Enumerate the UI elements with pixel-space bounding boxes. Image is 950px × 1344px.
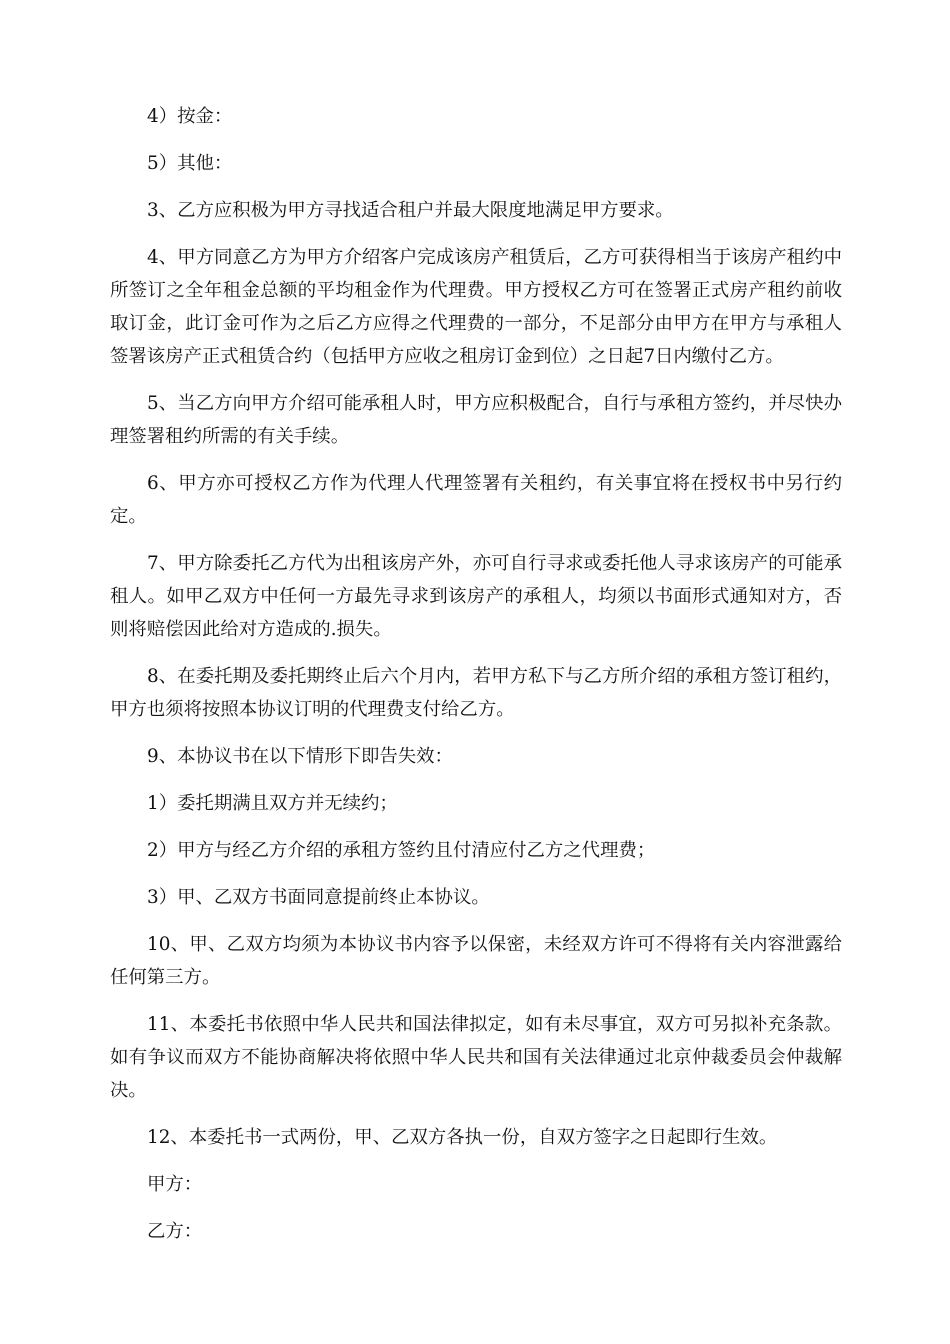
clause-11: 11、本委托书依照中华人民共和国法律拟定，如有未尽事宜，双方可另拟补充条款。如有争议而双方不能协商解决将依照中华人民共和国有关法律通过北京仲裁委员会仲裁解决。 <box>110 1014 842 1101</box>
document-page <box>110 100 842 1262</box>
clause-10: 10、甲、乙双方均须为本协议书内容予以保密，未经双方许可不得将有关内容泄露给任何第三方。 <box>110 934 842 988</box>
clause-9: 9、本协议书在以下情形下即告失效： <box>147 746 453 767</box>
clause-7: 7、甲方除委托乙方代为出租该房产外，亦可自行寻求或委托他人寻求该房产的可能承租人。如甲乙双方中任何一方最先寻求到该房产的承租人，均须以书面形式通知对方，否则将赔偿因此给对方造成的.损失。 <box>110 553 842 640</box>
clause-5: 5、当乙方向甲方介绍可能承租人时，甲方应积极配合，自行与承租方签约，并尽快办理签署租约所需的有关手续。 <box>110 393 842 447</box>
clause-12: 12、本委托书一式两份，甲、乙双方各执一份，自双方签字之日起即行生效。 <box>147 1127 778 1148</box>
clause-9-item-3: 3）甲、乙双方书面同意提前终止本协议。 <box>147 887 490 908</box>
clause-deposit: 4）按金： <box>147 106 233 127</box>
clause-8: 8、在委托期及委托期终止后六个月内，若甲方私下与乙方所介绍的承租方签订租约，甲方也须将按照本协议订明的代理费支付给乙方。 <box>110 666 842 720</box>
party-a-signature-line: 甲方： <box>147 1174 203 1195</box>
clause-other: 5）其他： <box>147 153 233 174</box>
clause-9-item-2: 2）甲方与经乙方介绍的承租方签约且付清应付乙方之代理费； <box>147 840 656 861</box>
clause-3: 3、乙方应积极为甲方寻找适合租户并最大限度地满足甲方要求。 <box>147 200 674 221</box>
clause-9-item-1: 1）委托期满且双方并无续约； <box>147 793 398 814</box>
clause-4: 4、甲方同意乙方为甲方介绍客户完成该房产租赁后，乙方可获得相当于该房产租约中所签订之全年租金总额的平均租金作为代理费。甲方授权乙方可在签署正式房产租约前收取订金，此订金可作为之后乙方应得之代理费的一部分，不足部分由甲方在甲方与承租人签署该房产正式租赁合约（包括甲方应收之租房订金到位）之日起7日内缴付乙方。 <box>110 247 842 367</box>
clause-6: 6、甲方亦可授权乙方作为代理人代理签署有关租约，有关事宜将在授权书中另行约定。 <box>110 473 842 527</box>
party-b-signature-line: 乙方： <box>147 1221 203 1242</box>
